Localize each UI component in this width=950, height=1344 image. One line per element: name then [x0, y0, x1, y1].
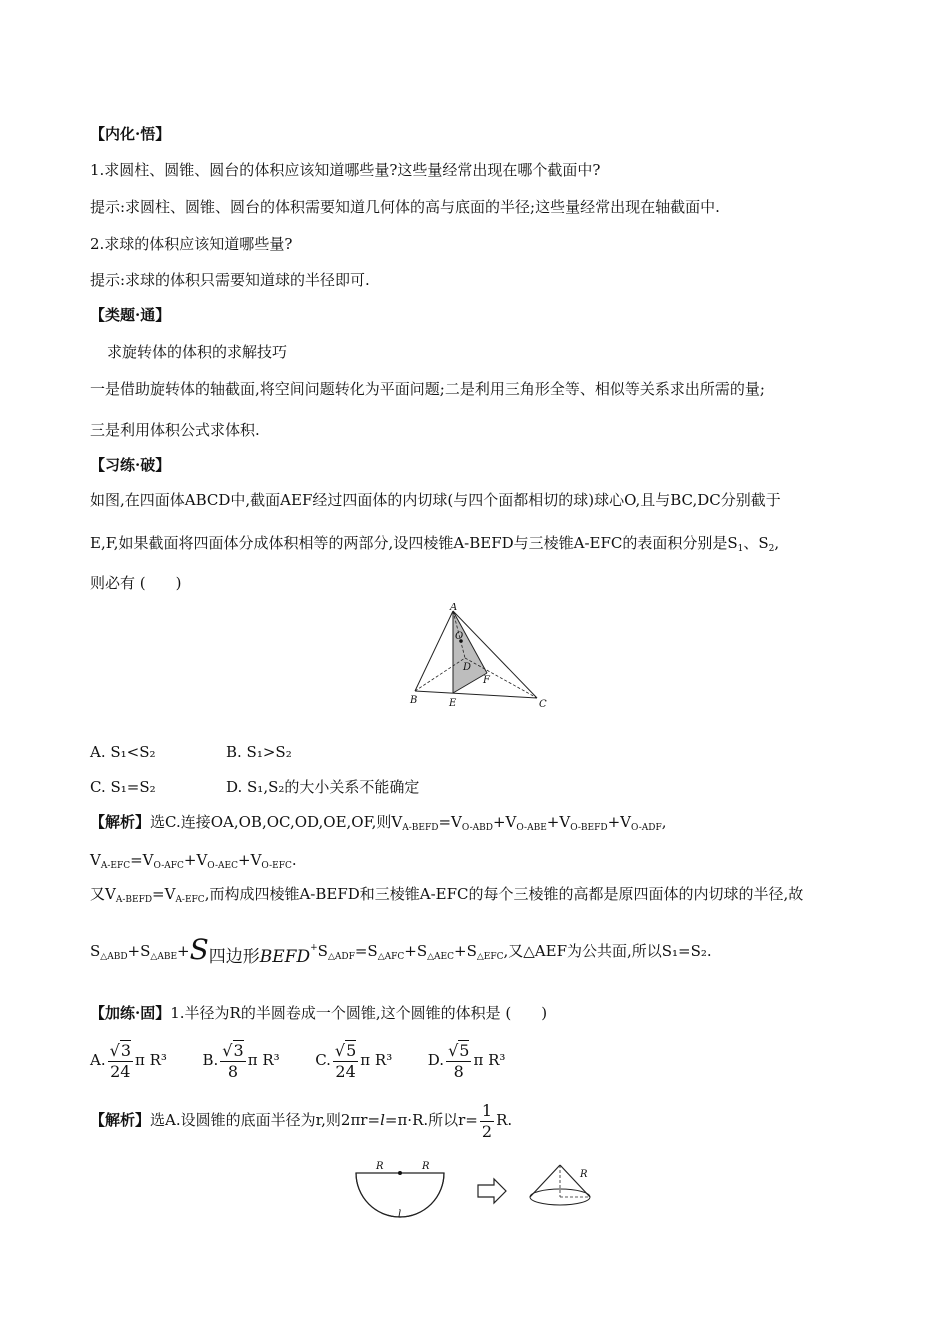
label-E: E — [449, 698, 457, 708]
label-B: B — [410, 695, 418, 706]
label-F: F — [483, 675, 490, 686]
option-B: B. S₁>S₂ — [226, 743, 292, 761]
technique-line-1: 一是借助旋转体的轴截面,将空间问题转化为平面问题;二是利用三角形全等、相似等关系求出所需的量; — [90, 380, 765, 398]
options-row-3 — [90, 1038, 505, 1082]
question-2: 2.求球的体积应该知道哪些量? — [90, 235, 293, 253]
technique-line-2: 三是利用体积公式求体积. — [90, 421, 260, 439]
section-xilian: 【习练·破】 — [90, 456, 171, 474]
option-D: D. S₁,S₂的大小关系不能确定 — [226, 778, 420, 796]
option-A: A. S₁<S₂ — [90, 743, 156, 761]
option-2-C: C. $\frac{√5}{24}$ π R³ — [315, 1040, 393, 1081]
shaded-section — [453, 611, 487, 693]
solution-1-line-3: 又$V_{A-BEFD}=V_{A-EFC}$,而构成四棱锥A-BEFD和三棱锥A-EFC的每个三棱锥的高都是原四面体的内切球的半径,故 — [90, 885, 804, 905]
label-C: C — [539, 699, 547, 708]
label-R-right: R — [422, 1161, 430, 1172]
label-A: A — [450, 603, 458, 613]
arrow-icon — [478, 1179, 506, 1203]
section-leiti: 【类题·通】 — [90, 306, 171, 324]
question-1: 1.求圆柱、圆锥、圆台的体积应该知道哪些量?这些量经常出现在哪个截面中? — [90, 161, 601, 179]
option-2-D: D. $\frac{√5}{8}$ π R³ — [427, 1040, 506, 1081]
tetrahedron-figure — [405, 603, 550, 708]
label-R-cone: R — [580, 1169, 588, 1180]
option-2-B: B. $\frac{√3}{8}$ π R³ — [202, 1040, 280, 1081]
option-2-A: A. $\frac{√3}{24}$ π R³ — [90, 1040, 167, 1081]
label-O: O — [455, 631, 464, 642]
problem-line-2: E,F,如果截面将四面体分成体积相等的两部分,设四棱锥A-BEFD与三棱锥A-EFC的表面积分别是$S_1$、$S_2$, — [90, 534, 780, 554]
technique-title: 求旋转体的体积的求解技巧 — [107, 343, 288, 361]
semicircle-cone-figure — [348, 1155, 608, 1225]
solution-1-line-1: 【解析】选C.连接OA,OB,OC,OD,OE,OF,则$V_{A-BEFD}=V_{O-ABD}+V_{O-ABE}+V_{O-BEFD}+V_{O-ADF}$, — [90, 813, 667, 833]
solution-2: 【解析】选A.设圆锥的底面半径为r,则2πr=l=π·R.所以r= $\frac{1}{2}$ R. — [90, 1100, 513, 1141]
jialian-question: 【加练·固】1.半径为R的半圆卷成一个圆锥,这个圆锥的体积是 ( ) — [90, 1004, 548, 1022]
option-C: C. S₁=S₂ — [90, 778, 156, 796]
label-l: l — [398, 1209, 402, 1220]
hint-2: 提示:求球的体积只需要知道球的半径即可. — [90, 271, 370, 289]
options-row-1 — [90, 742, 292, 762]
label-D: D — [463, 662, 472, 673]
solution-1-line-2: $V_{A-EFC}=V_{O-AFC}+V_{O-AEC}+V_{O-EFC}$. — [90, 851, 297, 871]
hint-1: 提示:求圆柱、圆锥、圆台的体积需要知道几何体的高与底面的半径;这些量经常出现在轴截面中. — [90, 198, 720, 216]
solution-label: 【解析】 — [90, 813, 151, 831]
solution-1-line-4: $S_{\triangle ABD}+S_{\triangle ABE}+S$四边形$BEFD^+S_{\triangle ADF}=S_{\triangle AFC}+S_{\triangle AEC}+S_{\triangle EFC}$,又△AEF为公共面,所以S₁=S₂. — [90, 933, 712, 967]
problem-line-1: 如图,在四面体ABCD中,截面AEF经过四面体的内切球(与四个面都相切的球)球心O,且与BC,DC分别截于 — [90, 491, 781, 509]
label-R-left: R — [376, 1161, 384, 1172]
problem-line-3: 则必有 ( ) — [90, 574, 182, 592]
section-neihua: 【内化·悟】 — [90, 125, 171, 143]
options-row-2 — [90, 777, 419, 797]
